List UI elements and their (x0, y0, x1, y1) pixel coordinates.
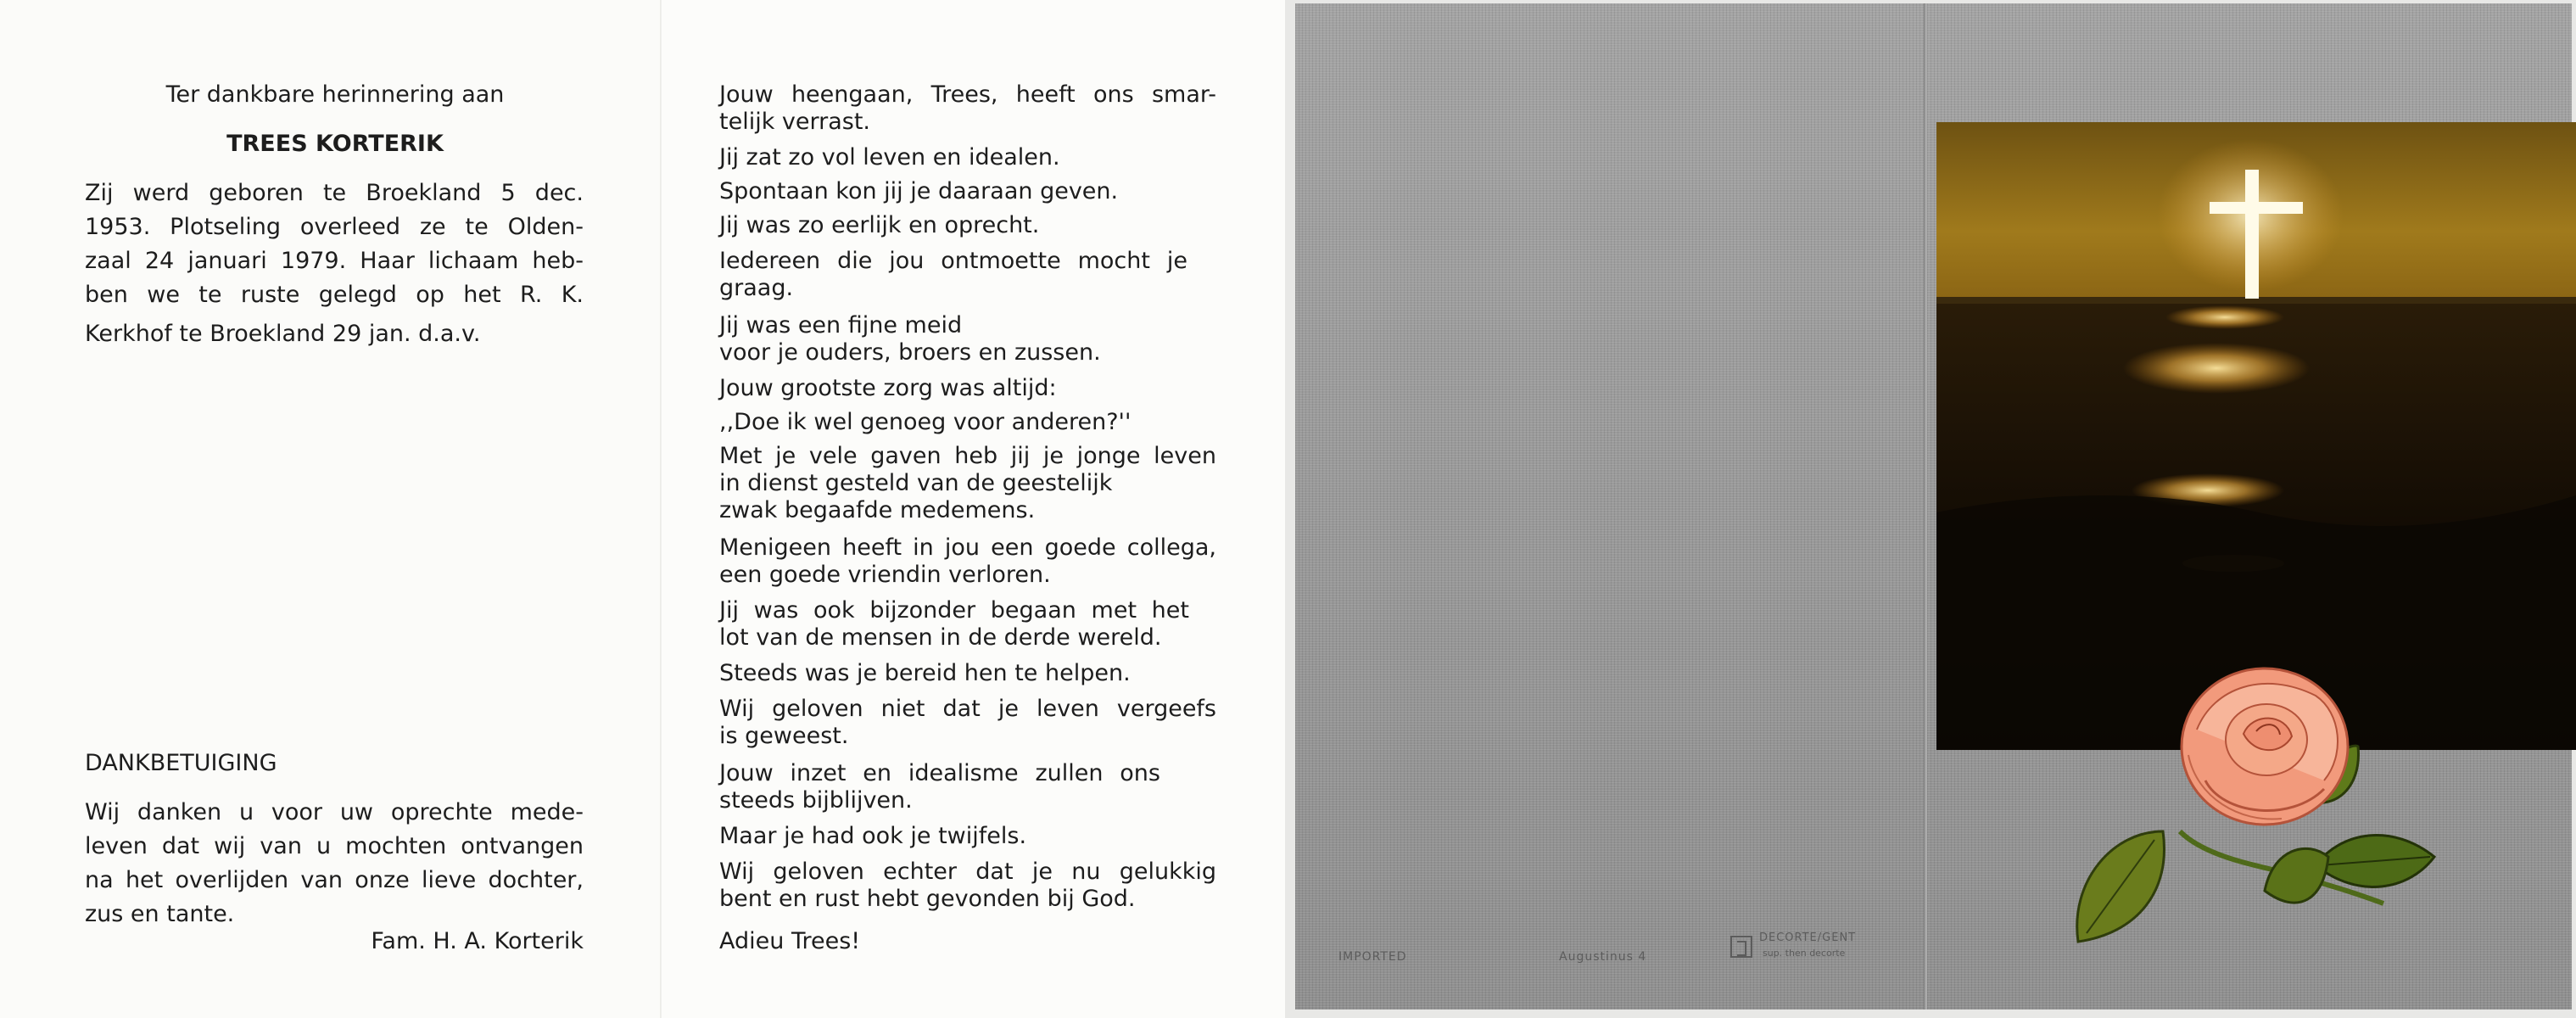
poem-line: Adieu Trees! (719, 928, 861, 954)
publisher-logo-icon (1730, 936, 1752, 958)
sun-reflection (2123, 343, 2310, 394)
family-signature: Fam. H. A. Korterik (371, 928, 584, 954)
poem-line: ,,Doe ik wel genoeg voor anderen?'' (719, 409, 1132, 435)
poem-line: Jij was ook bijzonder begaan met het (719, 597, 1189, 624)
thanks-line: leven dat wij van u mochten ontvangen (85, 833, 584, 859)
sunset-cross-photo (1936, 122, 2576, 750)
thanks-line: zus en tante. (85, 901, 235, 927)
poem-line: graag. (719, 275, 794, 301)
sun-reflection (2165, 305, 2284, 329)
publisher-name: DECORTE/GENT (1759, 931, 1857, 944)
poem-line: telijk verrast. (719, 109, 871, 135)
poem-line: Iedereen die jou ontmoette mocht je (719, 248, 1187, 274)
poem-line: Jij zat zo vol leven en idealen. (719, 144, 1060, 171)
poem-line: Maar je had ook je twijfels. (719, 823, 1027, 849)
bio-line: Kerkhof te Broekland 29 jan. d.a.v. (85, 321, 481, 347)
poem-line: Menigeen heeft in jou een goede collega, (719, 534, 1216, 561)
series-label: Augustinus 4 (1559, 950, 1647, 964)
poem-line: Wij geloven niet dat je leven vergeefs (719, 696, 1216, 722)
poem-line: Wij geloven echter dat je nu gelukkig (719, 859, 1216, 885)
bio-line: 1953. Plotseling overleed ze te Olden- (85, 214, 584, 240)
thanks-line: na het overlijden van onze lieve dochter, (85, 867, 584, 893)
poem-line: Spontaan kon jij je daaraan geven. (719, 178, 1119, 204)
leaf-icon (2077, 831, 2165, 942)
poem-line: in dienst gesteld van de geestelijk (719, 470, 1113, 496)
poem-line: zwak begaafde medemens. (719, 497, 1036, 523)
rose-illustration (2070, 662, 2443, 979)
thanks-heading: DANKBETUIGING (85, 750, 277, 776)
poem-line: een goede vriendin verloren. (719, 562, 1051, 588)
rose-bloom-icon (2182, 668, 2348, 825)
poem-line: Jouw grootste zorg was altijd: (719, 375, 1057, 401)
poem-line: lot van de mensen in de derde wereld. (719, 624, 1162, 651)
leaf-icon (2265, 848, 2328, 903)
deceased-name: TREES KORTERIK (226, 131, 444, 157)
thanks-line: Wij danken u voor uw oprechte mede- (85, 799, 584, 825)
bio-line: Zij werd geboren te Broekland 5 dec. (85, 180, 584, 206)
poem-line: bent en rust hebt gevonden bij God. (719, 886, 1136, 912)
publisher-sub: sup. then decorte (1763, 948, 1846, 959)
poem-line: Met je vele gaven heb jij je jonge leven (719, 443, 1216, 469)
poem-line: Steeds was je bereid hen te helpen. (719, 660, 1131, 686)
poem-line: Jouw inzet en idealisme zullen ons (719, 760, 1160, 786)
leaf-icon (2316, 836, 2434, 887)
bio-line: ben we te ruste gelegd op het R. K. (85, 282, 584, 308)
poem-line: Jij was een fijne meid (719, 312, 963, 338)
bio-line: zaal 24 januari 1979. Haar lichaam heb- (85, 248, 584, 274)
poem-line: Jouw heengaan, Trees, heeft ons smar- (719, 81, 1216, 108)
intro-line: Ter dankbare herinnering aan (165, 81, 505, 108)
imported-label: IMPORTED (1338, 950, 1407, 964)
poem-line: is geweest. (719, 723, 849, 749)
poem-line: voor je ouders, broers en zussen. (719, 339, 1101, 366)
poem-line: Jij was zo eerlijk en oprecht. (719, 212, 1040, 238)
poem-line: steeds bijblijven. (719, 787, 913, 814)
card-back-cover (1295, 3, 1927, 1010)
